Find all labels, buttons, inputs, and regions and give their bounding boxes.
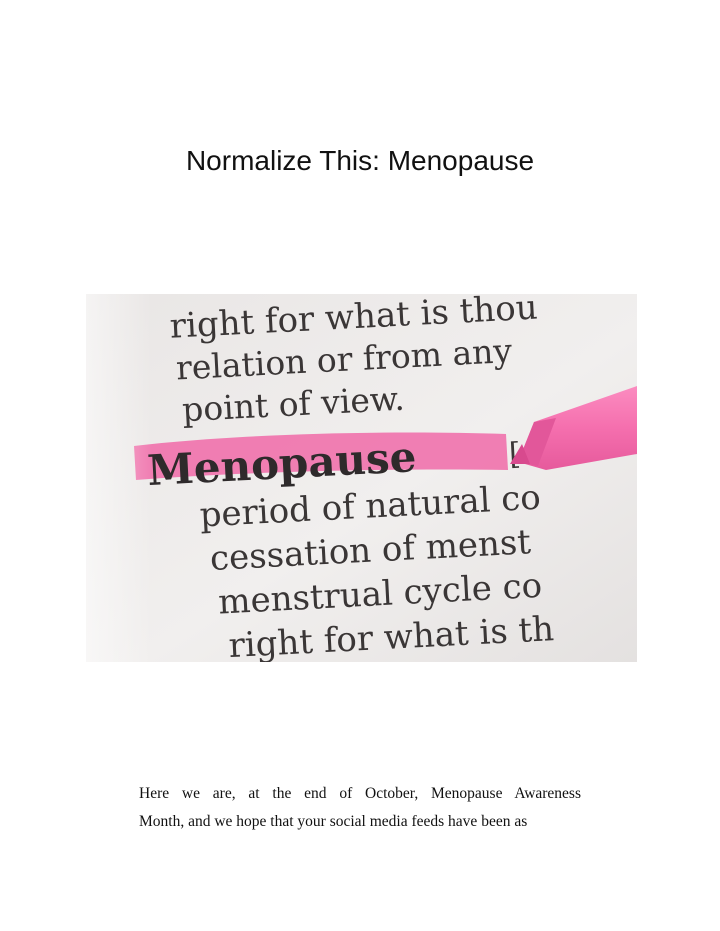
body-line-1: Here we are, at the end of October, Menopause Awareness	[139, 785, 581, 802]
page-title: Normalize This: Menopause	[185, 145, 535, 176]
dictionary-photo	[86, 294, 637, 662]
light-vignette	[86, 294, 637, 662]
dictionary-image	[86, 294, 637, 662]
body-paragraph	[139, 780, 581, 836]
body-line-2: Month, and we hope that your social media feeds have been as	[139, 813, 528, 830]
